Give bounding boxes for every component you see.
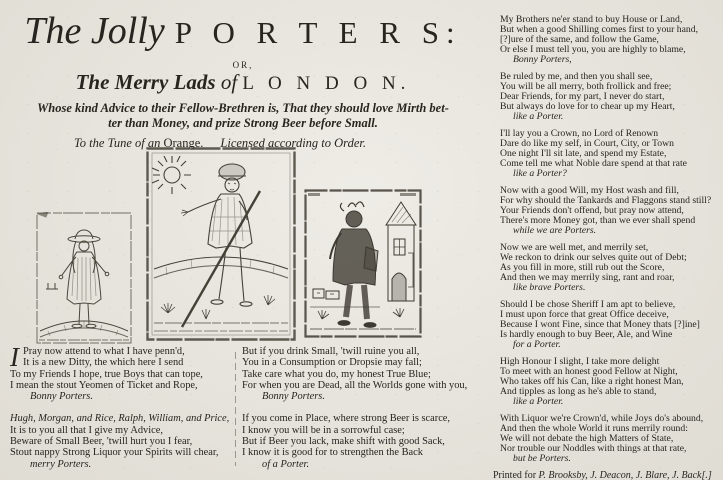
stanza	[10, 413, 234, 469]
woodcut-dark-porter-tower	[304, 189, 422, 338]
woodcut-center-figure	[146, 147, 296, 341]
drop-cap: I	[10, 342, 19, 372]
tune-roman: Orange.	[163, 136, 204, 150]
subtitle	[8, 70, 478, 96]
stanza	[10, 342, 234, 403]
stanza-refrain: but be Porters.	[513, 453, 571, 465]
left-verse-column-1	[10, 342, 234, 480]
stanza-refrain: like brave Porters.	[513, 282, 586, 294]
woodcut-porter-with-staff	[146, 147, 296, 341]
sun-icon	[152, 156, 191, 194]
advice-line-2: ter than Money, and prize Strong Beer before Small.	[108, 116, 378, 130]
woodcut-man-in-coat	[36, 212, 132, 344]
grass-tuft-icon	[161, 295, 275, 319]
right-verse-column	[493, 14, 723, 480]
stanza-lines: My Brothers ne'er stand to buy House or Land, But when a good Shilling comes first to your hand, [?]ure of the same, and follow the Game, Or else I must tell you, you are highly to blame,	[500, 14, 699, 56]
grass-tuft-icon	[318, 308, 404, 319]
imprint-line	[493, 471, 723, 480]
stanza-lines: It is to you all that I give my Advice, Beware of Small Beer, 'twill hurt you I fear, Stout nappy Strong Liquor your Spirits will chear,	[10, 424, 219, 459]
stanza-lines: Be ruled by me, and then you shall see, You will be all merry, both frollick and free; Dear Friends, for my part, I never do start, But always do love for to chear up my Heart,	[500, 70, 675, 113]
stanza-refrain: like a Porter.	[513, 111, 564, 123]
stanza-refrain: Bonny Porters,	[513, 54, 572, 66]
stanza-lines: Now we are well met, and merrily set, We reckon to drink our selves quite out of Debt; As you fill in more, still rub out the Score, And then we may merrily sing, rant and roar,	[500, 241, 687, 284]
stanza-italic-line: Hugh, Morgan, and Rice, Ralph, William, and Price,	[10, 413, 230, 425]
stanza	[500, 72, 723, 122]
imprint-names: P. Brooksby, J. Deacon, J. Blare, J. Back[.]	[538, 469, 712, 480]
subtitle-of: of	[215, 70, 243, 94]
stanza	[500, 414, 723, 464]
stanza	[500, 129, 723, 179]
title-italic-part: The Jolly	[24, 10, 165, 52]
stanza	[242, 413, 480, 469]
stanza-refrain: Bonny Porters.	[262, 391, 325, 403]
stanza-refrain: for a Porter.	[513, 339, 561, 351]
woodcut-left-figure	[36, 212, 132, 344]
advice-regular: Whose kind Advice to their Fellow-Brethren is,	[37, 101, 283, 115]
stanza-refrain: like a Porter?	[513, 168, 567, 180]
stanza-lines: I'll lay you a Crown, no Lord of Renown Dare do like my self, in Court, City, or Town One night I'll sit late, and spend my Estate, Come tell me what Noble dare spend at that rate	[500, 127, 687, 170]
stanza-refrain: Bonny Porters.	[30, 391, 93, 403]
stanza	[500, 357, 723, 407]
stanza-refrain: merry Porters.	[30, 458, 92, 470]
stanza	[500, 15, 723, 65]
stanza-refrain: of a Porter.	[262, 458, 310, 470]
title-caps-part: P O R T E R S:	[174, 15, 462, 50]
stanza-lines: Should I be chose Sheriff I am apt to believe, I must upon force that great Office deceive, Because I wont Fine, since that Money thats [?]ine] Is hardly enough to buy Beer, Ale, and Wine	[500, 298, 700, 341]
woodcut-right-figure	[304, 189, 422, 338]
license-line: Licensed according to Order.	[220, 136, 366, 150]
stanza	[500, 300, 723, 350]
stanza-lines: High Honour I slight, I take more delight To meet with an honest good Fellow at Night, Who takes off his Can, like a right honest Man, And tipples as long as he's able to stand,	[500, 355, 684, 398]
tower-icon	[386, 202, 416, 301]
tune-italic: To the Tune of an	[74, 136, 164, 150]
stanza	[242, 346, 480, 402]
advice-bold: That they should love Mirth bet-	[282, 101, 449, 115]
stanza-lines: Pray now attend to what I have penn'd, It is a new Ditty, the which here I send To my Friends I hope, true Boys that can tope, I mean the stout Yeomen of Ticket and Rope,	[10, 346, 203, 391]
stanza-lines: Now with a good Will, my Host wash and fill, For why should the Tankards and Flaggons stand still? Your Friends don't offend, but pray now attend, There's more Money got, than we ever shall spend	[500, 184, 712, 227]
subtitle-london: L O N D O N.	[242, 73, 411, 94]
column-divider	[235, 352, 236, 466]
title-block	[8, 8, 478, 151]
subtitle-merry-lads: The Merry Lads	[75, 70, 216, 94]
stanza	[500, 243, 723, 293]
advice-line-1	[8, 101, 478, 116]
page-title	[8, 8, 478, 62]
stanza-lines: With Liquor we're Crown'd, while Joys do's abound, And then the whole World it runs merrily round: We will not debate the high Matters of State, Nor trouble our Noddles with things at that rate,	[500, 412, 704, 455]
stanza-lines: But if you drink Small, 'twill ruine you all, You in a Consumption or Dropsie may fall; Take care what you do, my honest True Blue; For when you are Dead, all the Worlds gone with you,	[242, 346, 468, 391]
stanza-refrain: like a Porter.	[513, 396, 564, 408]
or-label: OR,	[232, 60, 254, 70]
imprint-prefix: Printed for	[493, 469, 539, 480]
porter-figure	[330, 202, 378, 327]
stanza	[500, 186, 723, 236]
stanza-lines: If you come in Place, where strong Beer is scarce, I know you will be in a sorrowful case; But if Beer you lack, make shift with good Sack, I know it is good for to strengthen the Back	[242, 413, 451, 459]
stanza-refrain: while we are Porters.	[513, 225, 597, 237]
left-verse-column-2	[242, 346, 480, 480]
